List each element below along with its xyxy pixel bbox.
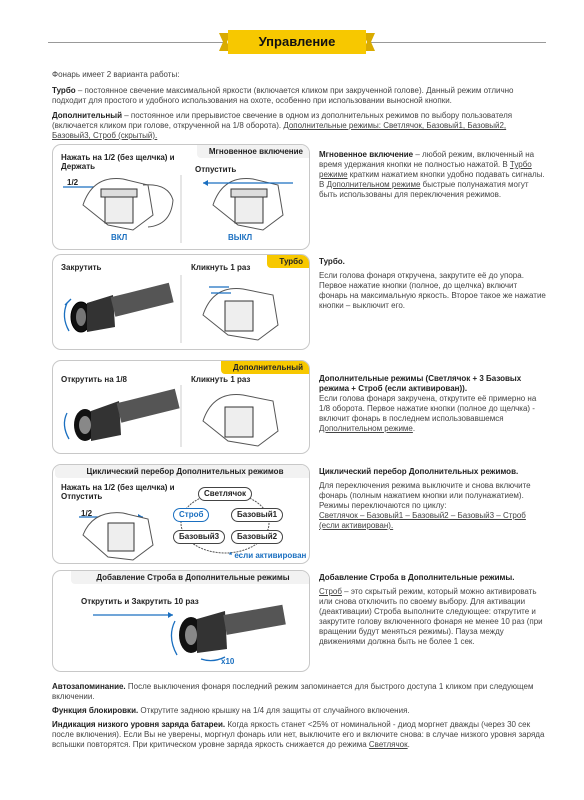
tailcap-press-illustration (53, 145, 309, 249)
lock-body: Открутите заднюю крышку на 1/4 для защиты от случайного включения. (138, 706, 410, 715)
p4-heading: Циклический перебор Дополнительных режимов. (319, 467, 519, 476)
extra-label: Дополнительный (52, 111, 122, 120)
p2-description (319, 257, 547, 311)
press-half-label: Нажать на 1/2 (без щелчка) и Держать (61, 153, 175, 171)
intro-text: Фонарь имеет 2 варианта работы: (52, 70, 180, 79)
off-label: ВЫКЛ (228, 233, 253, 242)
fraction-label: 1/2 (67, 178, 79, 187)
p3-heading: Дополнительные режимы (Светлячок + 3 Базовых режима + Строб (если активирован)). (319, 374, 522, 393)
p4-cycle-link[interactable]: Светлячок – Базовый1 – Базовый2 – Базовый3 – Строб (если активирован). (319, 511, 526, 530)
panel-turbo (52, 254, 310, 350)
mode-basic3: Базовый3 (173, 530, 225, 544)
p5-heading: Добавление Строба в Дополнительные режимы. (319, 573, 515, 582)
click-once-label: Кликнуть 1 раз (191, 263, 251, 272)
p3-text-a: Если голова фонаря закручена, открутите её примерно на 1/8 оборота. Первое нажатие кнопки (полное до щелчка) - включит фонарь в последнем использовавшемся (319, 394, 537, 423)
autosave-text (52, 682, 547, 702)
release-label: Отпустить (195, 165, 237, 174)
lock-text (52, 706, 547, 716)
extra-modes-link[interactable]: Дополнительные режимы: Светлячок, Базовый1, Базовый2, Базовый3, Строб (скрытый). (52, 121, 507, 140)
unscrew-label: Открутить на 1/8 (61, 375, 127, 384)
press-half-label: Нажать на 1/2 (без щелчка) и Отпустить (61, 483, 175, 501)
flashlight-turbo-illustration (53, 255, 309, 349)
mode-strobe: Строб (173, 508, 209, 522)
flashlight-extra-illustration (53, 361, 309, 453)
autosave-body: После выключения фонаря последний режим запоминается для быстрого доступа 1 кликом при следующем включении. (52, 682, 534, 701)
p1-description (319, 150, 547, 200)
p1-heading: Мгновенное включение (319, 150, 414, 159)
extra-text: – постоянное или прерывистое свечение в одном из дополнительных режимов по выбору пользователя (включается кликом при голове, открученной на 1/8 оборота). (52, 111, 513, 130)
flashlight-strobe-illustration (53, 571, 309, 671)
panel-tag: Циклический перебор Дополнительных режимов (55, 465, 309, 478)
battery-label: Индикация низкого уровня заряда батареи. (52, 720, 226, 729)
p1-text-c: быстрые полунажатия могут быть использованы для переключения режимов. (319, 180, 529, 199)
p4-description (319, 467, 547, 531)
panel-instant-on (52, 144, 310, 250)
p5-text: – это скрытый режим, который можно активировать или снова отключить по своему выбору. Для активации (деактивации) Строба выполните следующее: открутите и закрутите голову включенного фонаря не менее 10 раз (при вращении будут меняться режимы). Пауза между движениями должна быть не более 1 сек. (319, 587, 543, 646)
battery-text (52, 720, 547, 750)
p3-description (319, 374, 547, 434)
battery-body: Когда яркость станет <25% от номинальной - диод моргнет дважды (через 30 сек после включения). Если Вы не уверены, моргнул фонарь или нет, выключите его и включите снова: в случае низкого уровня заряда вспышки повторятся. При критическом уровне заряда яркость снижается до режима (52, 720, 545, 749)
p5-description (319, 573, 547, 647)
page-title: Управление (258, 34, 336, 49)
times-label: x10 (221, 657, 235, 666)
turbo-text: – постоянное свечение максимальной яркости (включается кликом при закрученной голове). Данный режим отлично подходит для простого и удобного использования на охоте, особенно при использовании выносной кнопки. (52, 86, 514, 105)
p1-link-turbo[interactable]: Турбо режиме (319, 160, 532, 179)
p1-link-extra[interactable]: Дополнительном режиме (326, 180, 421, 189)
panel-mode-cycle (52, 464, 310, 564)
unscrew-screw-label: Открутить и Закрутить 10 раз (81, 597, 199, 606)
p4-text: Для переключения режима выключите и снова включите фонарь (полным нажатием кнопки или полунажатием). Режимы переключаются по циклу: (319, 481, 531, 510)
screw-in-label: Закрутить (61, 263, 102, 272)
turbo-description (52, 86, 547, 106)
panel-extra-modes (52, 360, 310, 454)
p2-heading: Турбо. (319, 257, 345, 266)
p3-text-b: . (412, 424, 416, 433)
autosave-label: Автозапоминание. (52, 682, 126, 691)
on-label: ВКЛ (111, 233, 128, 242)
click-once-label: Кликнуть 1 раз (191, 375, 251, 384)
p5-strobe-link[interactable]: Строб (319, 587, 342, 596)
panel-tag: Добавление Строба в Дополнительные режимы (71, 571, 309, 584)
lock-label: Функция блокировки. (52, 706, 139, 715)
mode-basic1: Базовый1 (231, 508, 283, 522)
p1-text-b: кратким нажатием кнопки удобно подавать сигналы. В (319, 170, 545, 189)
header-rule-left (48, 42, 224, 43)
p3-link[interactable]: Дополнительном режиме (319, 424, 413, 433)
section-banner (219, 30, 375, 54)
fraction-label: 1/2 (81, 509, 93, 518)
mode-firefly: Светлячок (198, 487, 252, 501)
turbo-label: Турбо (52, 86, 76, 95)
extra-description (52, 111, 547, 141)
strobe-note: * если активирован (229, 551, 307, 560)
p1-text-a: – любой режим, включенный на время удержания кнопки не полностью нажатой. В (319, 150, 535, 169)
mode-basic2: Базовый2 (231, 530, 283, 544)
panel-add-strobe (52, 570, 310, 672)
panel-tag: Турбо (267, 255, 309, 268)
p2-text: Если голова фонаря откручена, закрутите её до упора. Первое нажатие кнопки (полное, до щелчка) включит фонарь на максимальную яркость. Второе такое же нажатие кнопки – выключит его. (319, 271, 546, 310)
header-rule-right (370, 42, 546, 43)
battery-end: . (407, 740, 410, 749)
panel-tag: Дополнительный (221, 361, 309, 374)
panel-tag: Мгновенное включение (197, 145, 309, 158)
battery-link[interactable]: Светлячок (368, 740, 408, 749)
